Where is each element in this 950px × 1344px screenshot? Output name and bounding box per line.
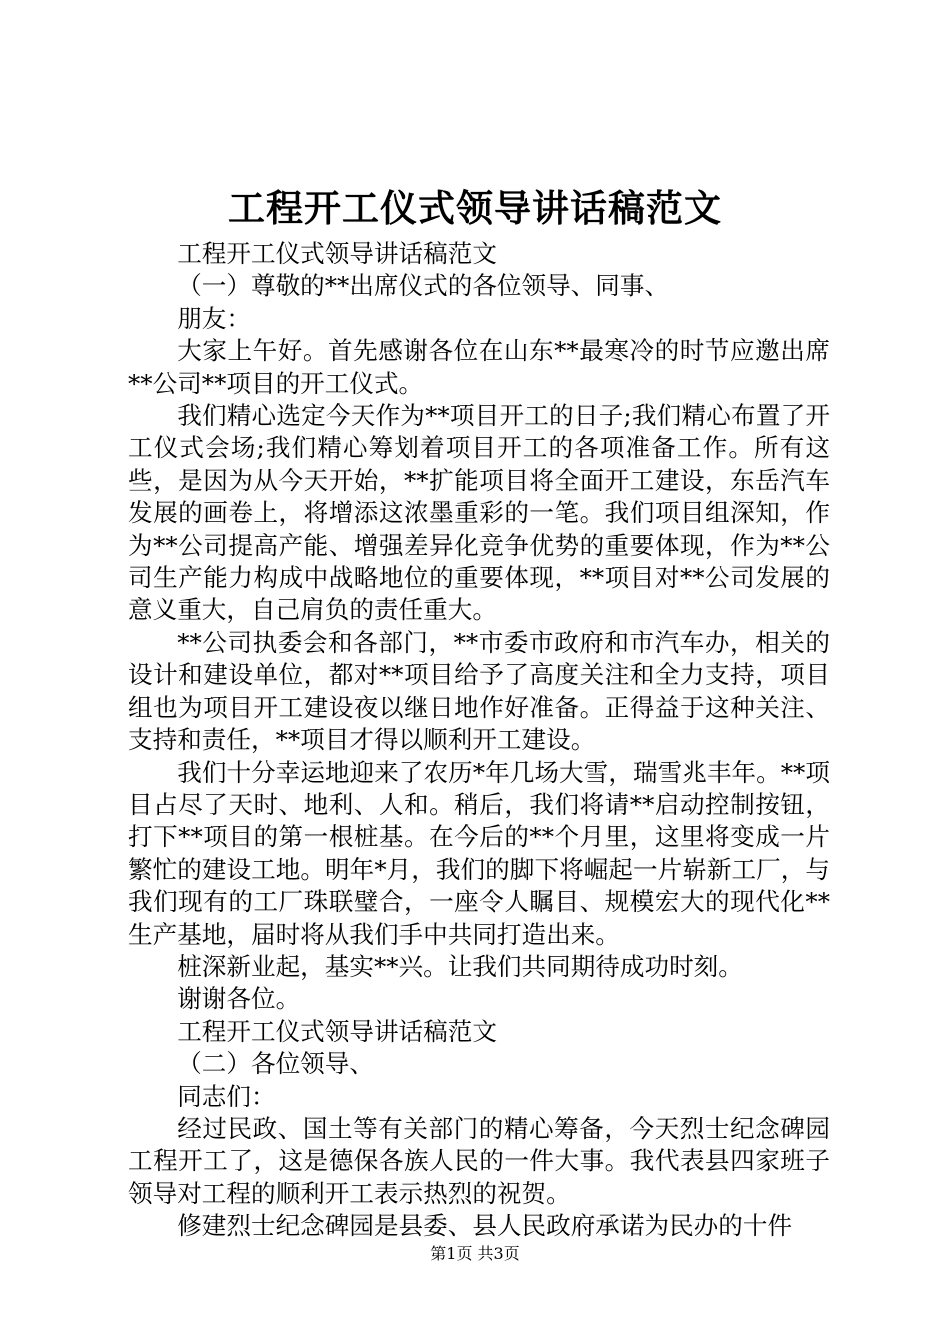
paragraph: 修建烈士纪念碑园是县委、县人民政府承诺为民办的十件: [177, 1211, 793, 1241]
paragraph: 我们十分幸运地迎来了农历*年几场大雪，瑞雪兆丰年。**项目占尽了天时、地利、人和。稍后，我们将请**启动控制按钮，打下**项目的第一根桩基。在今后的**个月里，这里将变成一片繁忙的建设工地。明年*月，我们的脚下将崛起一片崭新工厂，与我们现有的工厂珠联璧合，一座令人瞩目、规模宏大的现代化**生产基地，届时将从我们手中共同打造出来。: [128, 757, 830, 949]
paragraph: 同志们：: [177, 1081, 276, 1111]
document-body: [128, 238, 830, 1243]
paragraph: 我们精心选定今天作为**项目开工的日子;我们精心布置了开工仪式会场;我们精心筹划着项目开工的各项准备工作。所有这些，是因为从今天开始，**扩能项目将全面开工建设，东岳汽车发展的画卷上，将增添这浓墨重彩的一笔。我们项目组深知，作为**公司提高产能、增强差异化竞争优势的重要体现，作为**公司生产能力构成中战略地位的重要体现，**项目对**公司发展的意义重大，自己肩负的责任重大。: [128, 401, 830, 625]
paragraph: （二）各位领导、: [177, 1049, 374, 1079]
paragraph: 经过民政、国土等有关部门的精心筹备，今天烈士纪念碑园工程开工了，这是德保各族人民的一件大事。我代表县四家班子领导对工程的顺利开工表示热烈的祝贺。: [128, 1113, 830, 1208]
page-number-footer: 第1页 共3页: [430, 1244, 520, 1263]
paragraph: 朋友：: [177, 303, 251, 333]
paragraph: 工程开工仪式领导讲话稿范文: [177, 1016, 497, 1046]
paragraph: 工程开工仪式领导讲话稿范文: [177, 239, 497, 268]
paragraph: 谢谢各位。: [177, 984, 301, 1014]
paragraph: （一）尊敬的**出席仪式的各位领导、同事、: [177, 271, 670, 301]
paragraph: **公司执委会和各部门，**市委市政府和市汽车办，相关的设计和建设单位，都对**项目给予了高度关注和全力支持，项目组也为项目开工建设夜以继日地作好准备。正得益于这种关注、支持和责任，**项目才得以顺利开工建设。: [128, 627, 830, 755]
paragraph: 桩深新业起，基实**兴。让我们共同期待成功时刻。: [177, 951, 743, 981]
document-title: 工程开工仪式领导讲话稿范文: [228, 186, 722, 230]
paragraph: 大家上午好。首先感谢各位在山东**最寒冷的时节应邀出席**公司**项目的开工仪式。: [128, 336, 830, 398]
